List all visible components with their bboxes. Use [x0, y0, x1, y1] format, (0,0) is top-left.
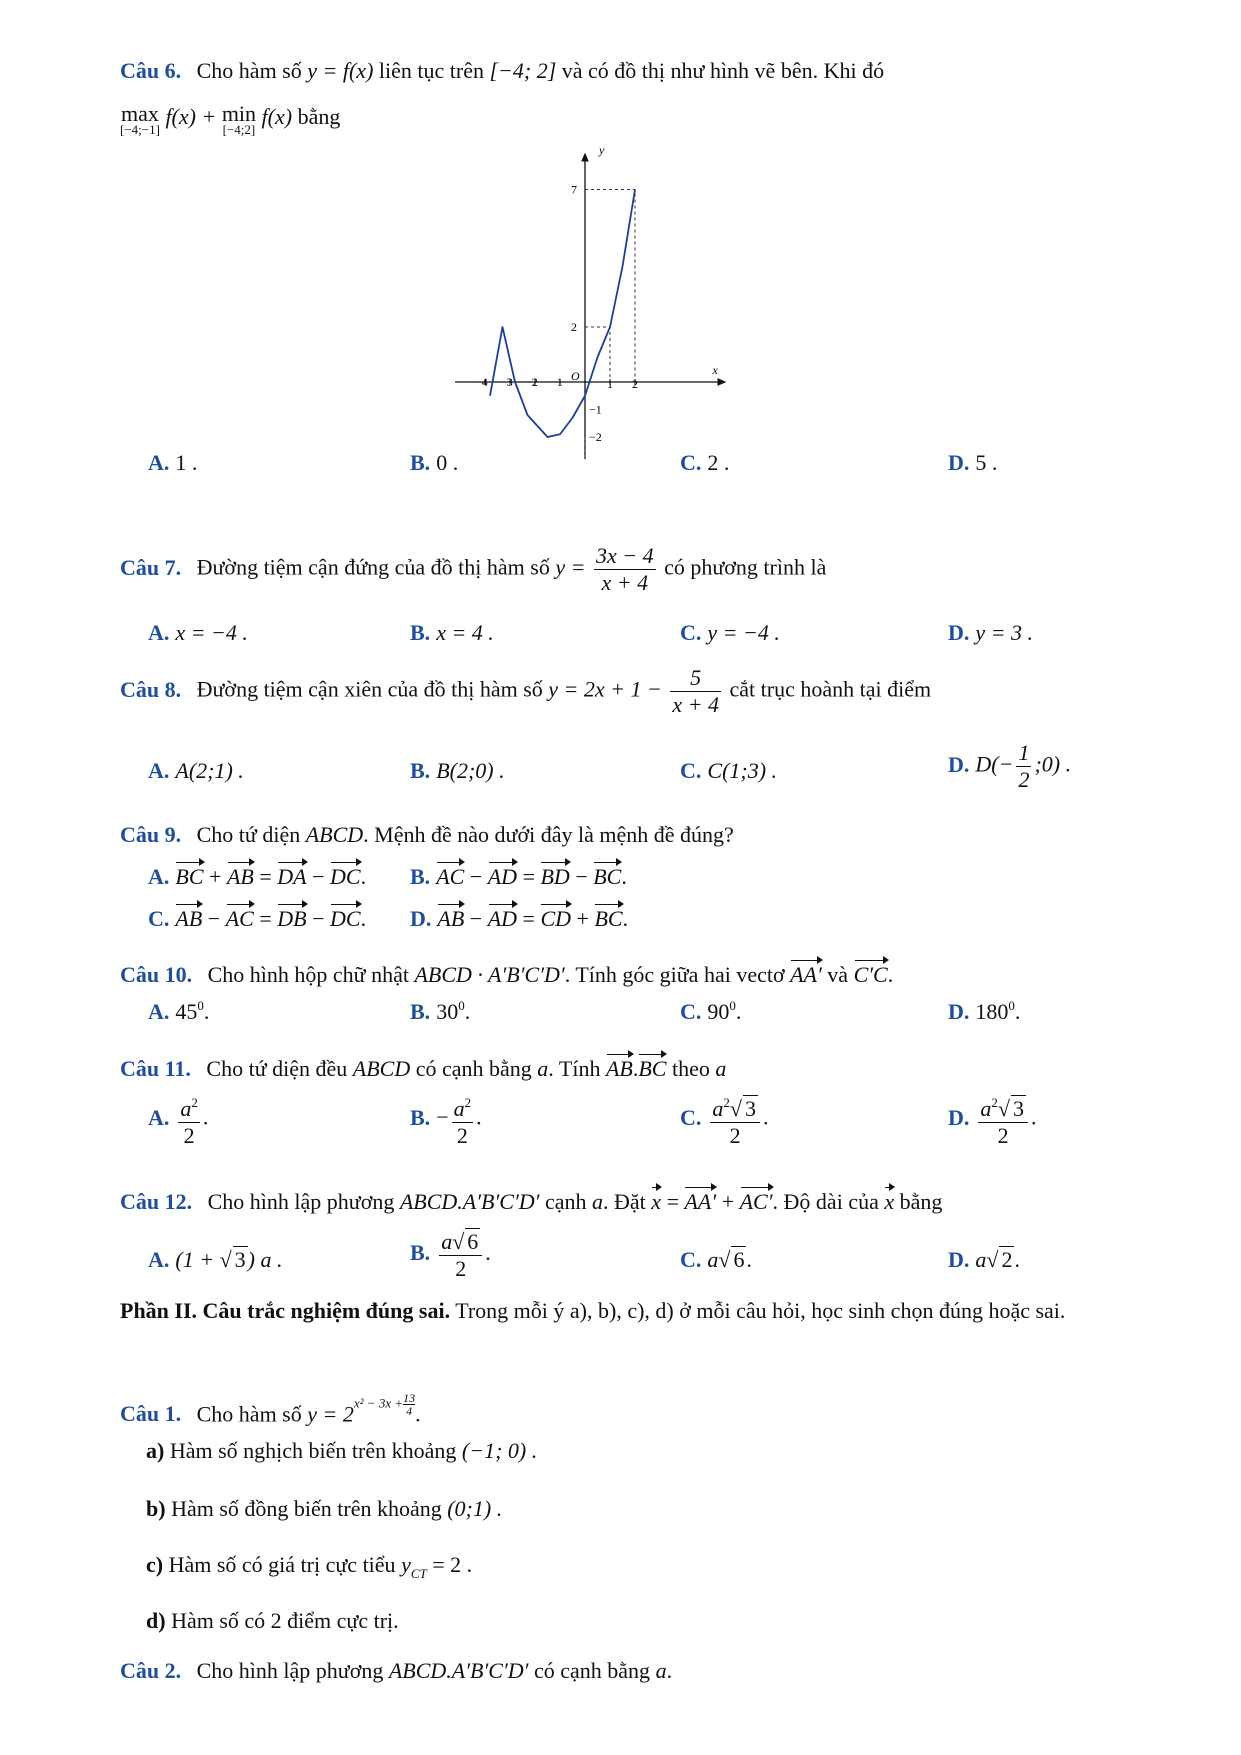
question-label: Câu 6.	[120, 58, 182, 83]
question-8: Câu 8. Đường tiệm cận xiên của đồ thị hàm số y = 2x + 1 − $\frac{5}{x + 4}$ cắt trục hoành tại điểm	[120, 665, 932, 717]
x-axis-label: x	[712, 363, 718, 377]
q9-option-a[interactable]: A. BC + AB = DA − DC.	[148, 860, 366, 890]
x-tick-label: −3	[500, 375, 513, 389]
q6-option-b[interactable]: B. 0 .	[410, 450, 459, 475]
q7-option-a[interactable]: A. x = −4 .	[148, 620, 248, 645]
question-12: Câu 12. Cho hình lập phương ABCD.A′B′C′D′ cạnh a. Đặt x = AA′ + AC′. Độ dài của x bằng	[120, 1185, 942, 1215]
x-tick-label: 1	[607, 377, 613, 391]
y-axis-label: y	[599, 142, 605, 157]
q8-option-d[interactable]: D. D(− $\frac{1}{2}$ ;0) .	[948, 740, 1072, 792]
x-tick-label: 2	[632, 377, 638, 391]
question-6-line1: Câu 6. Cho hàm số y = f(x) liên tục trên [−4; 2] và có đồ thị như hình vẽ bên. Khi đó	[120, 58, 885, 83]
question-6-line2: max [−4;−1] f(x) + min [−4;2] f(x) bằng	[120, 101, 341, 137]
x-tick-label: −2	[525, 375, 538, 389]
part2-question-1: Câu 1. Cho hàm số y = 2x² − 3x + $\frac{13}{4}$ .	[120, 1391, 421, 1427]
y-tick-label: −2	[589, 430, 602, 444]
max-operator: max [−4;−1]	[120, 101, 160, 137]
q10-option-d[interactable]: D. $180^0$.	[948, 998, 1021, 1024]
y-tick-label: 7	[571, 182, 577, 197]
q7-option-c[interactable]: C. y = −4 .	[680, 620, 780, 645]
question-10: Câu 10. Cho hình hộp chữ nhật ABCD · A′B′C′D′. Tính góc giữa hai vectơ AA′ và C′C.	[120, 958, 893, 988]
q8-option-a[interactable]: A. A(2;1) .	[148, 758, 244, 783]
q11-option-c[interactable]: C. $\frac{a^2√ 3}{2}$ .	[680, 1090, 768, 1149]
q12-option-d[interactable]: D. a√ 2.	[948, 1247, 1020, 1272]
q11-option-d[interactable]: D. $\frac{a^2√ 3}{2}$ .	[948, 1090, 1036, 1149]
y-tick-label: −1	[589, 402, 602, 417]
origin-label: O	[571, 369, 580, 383]
q10-option-c[interactable]: C. $90^0$.	[680, 998, 742, 1024]
q9-option-b[interactable]: B. AC − AD = BD − BC.	[410, 860, 627, 890]
function-curve	[490, 190, 635, 438]
min-operator: min [−4;2]	[221, 101, 257, 137]
guide-y7	[585, 190, 635, 383]
question-9: Câu 9. Cho tứ diện ABCD. Mệnh đề nào dưới đây là mệnh đề đúng?	[120, 822, 734, 847]
statement-a[interactable]: a) Hàm số nghịch biến trên khoảng (−1; 0) .	[146, 1438, 538, 1463]
q8-option-b[interactable]: B. B(2;0) .	[410, 758, 505, 783]
q9-option-c[interactable]: C. AB − AC = DB − DC.	[148, 902, 366, 932]
q10-option-a[interactable]: A. $45^0$.	[148, 998, 210, 1024]
q7-option-b[interactable]: B. x = 4 .	[410, 620, 494, 645]
q7-option-d[interactable]: D. y = 3 .	[948, 620, 1034, 645]
q6-option-a[interactable]: A. 1 .	[148, 450, 198, 475]
q10-option-b[interactable]: B. $30^0$.	[410, 998, 471, 1024]
q12-option-a[interactable]: A. (1 + √ 3) a .	[148, 1247, 283, 1272]
part2-question-2: Câu 2. Cho hình lập phương ABCD.A′B′C′D′ có cạnh bằng a.	[120, 1658, 673, 1683]
q11-option-a[interactable]: A. $\frac{a^2}{2}$ .	[148, 1090, 208, 1149]
x-tick-label: −4	[475, 375, 488, 389]
question-7: Câu 7. Đường tiệm cận đứng của đồ thị hàm số y = $\frac{3x - 4}{x + 4}$ có phương trình là	[120, 543, 827, 595]
q6-option-d[interactable]: D. 5 .	[948, 450, 998, 475]
q6-option-c[interactable]: C. 2 .	[680, 450, 730, 475]
statement-c[interactable]: c) Hàm số có giá trị cực tiểu $y_{CT} = 2$ .	[146, 1552, 473, 1581]
q12-option-c[interactable]: C. a√ 6.	[680, 1247, 752, 1272]
part-2-heading: Phần II. Câu trắc nghiệm đúng sai. Trong mỗi ý a), b), c), d) ở mỗi câu hỏi, học sinh chọn đúng hoặc sai.	[120, 1298, 1066, 1323]
q9-option-d[interactable]: D. AB − AD = CD + BC.	[410, 902, 628, 932]
q8-option-c[interactable]: C. C(1;3) .	[680, 758, 778, 783]
question-11: Câu 11. Cho tứ diện đều ABCD có cạnh bằng a. Tính AB.BC theo a	[120, 1052, 726, 1082]
statement-d[interactable]: d) Hàm số có 2 điểm cực trị.	[146, 1608, 399, 1633]
statement-b[interactable]: b) Hàm số đồng biến trên khoảng (0;1) .	[146, 1496, 503, 1521]
x-tick-label: −1	[550, 375, 563, 389]
y-tick-label: 2	[571, 320, 577, 334]
q11-option-b[interactable]: B. − $\frac{a^2}{2}$ .	[410, 1090, 482, 1149]
q12-option-b[interactable]: B. $\frac{a√ 6}{2}$ .	[410, 1229, 491, 1281]
